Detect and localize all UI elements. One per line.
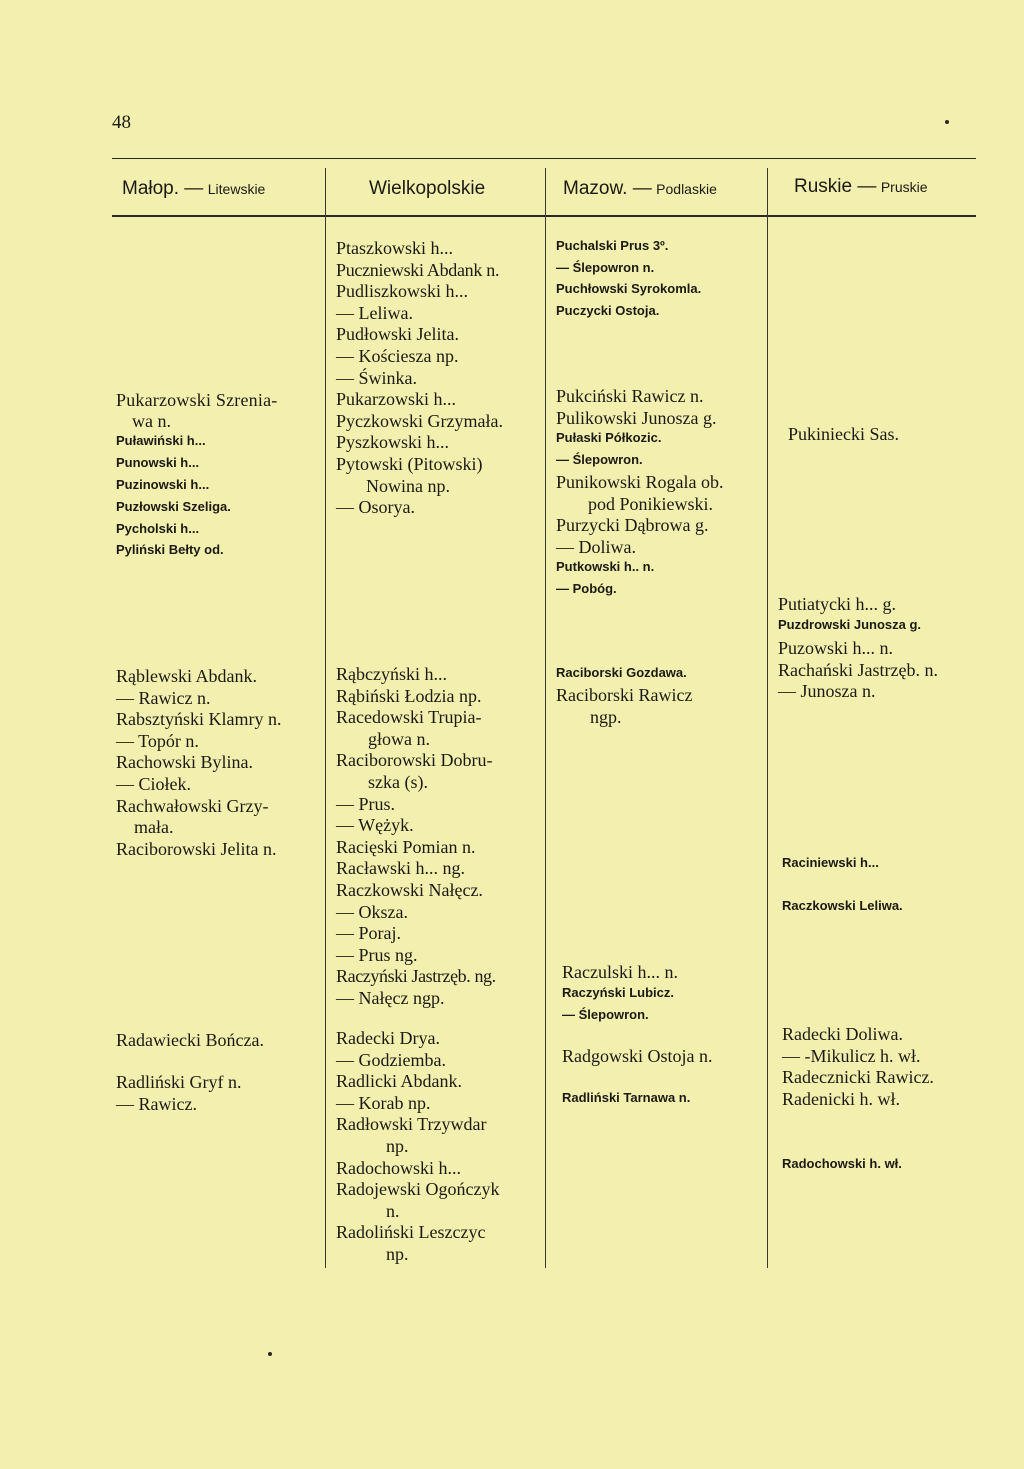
entry-line: — Osorya. — [336, 497, 415, 518]
entry-line: Radochowski h. wł. — [782, 1156, 902, 1171]
entry-line: Raciborski Rawicz — [556, 685, 693, 705]
entry-line: Radecki Drya. — [336, 1028, 440, 1048]
entry-line: Puzinowski h... — [116, 477, 210, 492]
entry-group — [556, 427, 662, 470]
entry-line: Raczyński Lubicz. — [562, 985, 674, 1000]
entry-group — [556, 1087, 690, 1109]
print-speck — [268, 1352, 272, 1356]
entry-line: Radoliński Leszczyc — [336, 1222, 486, 1243]
entry-group — [556, 962, 678, 984]
column-header-sub: Pruskie — [880, 179, 928, 195]
entry-line: Rabsztyński Klamry n. — [116, 709, 282, 730]
entry-line: Pytowski (Pitowski) — [336, 453, 483, 474]
entry-line: — Topór n. — [116, 730, 199, 751]
entry-line: — Ślepowron. — [556, 451, 643, 467]
entry-group — [556, 685, 692, 728]
entry-group — [778, 852, 879, 874]
entry-group — [556, 1046, 713, 1068]
entry-line: szka (s). — [368, 771, 428, 792]
column-header-malop — [122, 178, 265, 200]
entry-line: Racięski Pomian n. — [336, 836, 476, 857]
entry-line: Puchłowski Syrokomla. — [556, 281, 702, 296]
entry-line: Puczycki Ostoja. — [556, 302, 660, 318]
page-number: 48 — [112, 112, 131, 133]
print-speck — [945, 120, 949, 124]
entry-line: — Rawicz. — [116, 1093, 197, 1114]
entry-line: pod Ponikiewski. — [588, 493, 714, 514]
entry-line: — Leliwa. — [336, 302, 413, 323]
entry-line: Pyliński Bełty od. — [116, 542, 224, 557]
column-header-wielkopolskie — [369, 178, 485, 200]
entry-group — [336, 1028, 499, 1266]
entry-line: Racedowski Trupia- — [336, 707, 482, 728]
entry-line: Nowina np. — [366, 475, 450, 496]
entry-line: Rachowski Bylina. — [116, 752, 253, 773]
entry-line: Raciborski Gozdawa. — [556, 665, 687, 680]
entry-group — [556, 556, 654, 599]
entry-line: Radecznicki Rawicz. — [782, 1067, 934, 1088]
entry-line: mała. — [134, 817, 174, 838]
entry-line: wa n. — [132, 410, 171, 431]
entry-group — [778, 895, 903, 917]
entry-line: ngp. — [590, 706, 622, 727]
entry-line: Puzłowski Szeliga. — [116, 499, 231, 514]
entry-line: Radłowski Trzywdar — [336, 1114, 487, 1135]
entry-line: — Pobóg. — [556, 580, 617, 596]
entry-group — [778, 638, 938, 703]
entry-line: Punowski h... — [116, 455, 200, 470]
entry-line: np. — [386, 1135, 409, 1156]
entry-line: Rąbczyński h... — [336, 664, 447, 684]
entry-line: — Oksza. — [336, 901, 408, 922]
entry-line: Radenicki h. wł. — [782, 1088, 900, 1109]
entry-line: Pudliszkowski h... — [336, 281, 469, 302]
entry-group — [116, 539, 224, 561]
entry-line: Rachański Jastrzęb. n. — [778, 659, 938, 680]
entry-line: Rąbiński Łodzia np. — [336, 685, 482, 706]
entry-line: Raczyński Jastrzęb. ng. — [336, 966, 496, 987]
entry-line: Raciniewski h... — [782, 855, 879, 870]
entry-line: Pycholski h... — [116, 521, 200, 536]
entry-group — [778, 424, 899, 446]
entry-group — [556, 982, 674, 1025]
entry-group — [116, 666, 281, 860]
entry-group — [116, 1030, 264, 1052]
entry-line: — Nałęcz ngp. — [336, 987, 445, 1008]
entry-line: Raczkowski Leliwa. — [782, 898, 903, 913]
column-header-main: Wielkopolskie — [369, 178, 486, 199]
entry-line: n. — [386, 1200, 400, 1221]
entry-line: Raczulski h... n. — [562, 962, 678, 982]
entry-line: Raciborowski Jelita n. — [116, 838, 277, 859]
entry-line: Radecki Doliwa. — [782, 1024, 903, 1044]
entry-line: Pulikowski Junosza g. — [556, 407, 717, 428]
entry-line: Puczniewski Abdank n. — [336, 259, 500, 280]
entry-group — [778, 1153, 902, 1175]
column-header-sub: Litewskie — [207, 181, 266, 197]
header-top-rule — [112, 158, 976, 159]
entry-line: — Prus ng. — [336, 944, 418, 965]
entry-group — [556, 662, 687, 684]
entry-line: Pyszkowski h... — [336, 432, 450, 453]
entry-line: Radawiecki Bończa. — [116, 1030, 264, 1050]
entry-line: — Ciołek. — [116, 773, 191, 794]
entry-line: Racławski h... ng. — [336, 858, 465, 879]
entry-line: Radochowski h... — [336, 1157, 461, 1178]
entry-group — [556, 235, 701, 321]
column-divider — [545, 168, 546, 1268]
entry-group — [116, 390, 277, 431]
entry-line: Purzycki Dąbrowa g. — [556, 515, 709, 536]
column-header-main: Ruskie — — [794, 176, 877, 197]
entry-group — [778, 1024, 934, 1110]
entry-line: Punikowski Rogala ob. — [556, 472, 724, 492]
entry-line: — Wężyk. — [336, 815, 414, 836]
entry-line: — Rawicz n. — [116, 687, 211, 708]
entry-group — [336, 238, 503, 519]
entry-group — [116, 518, 199, 540]
entry-line: Radlicki Abdank. — [336, 1071, 462, 1092]
entry-line: Ptaszkowski h... — [336, 238, 453, 258]
entry-line: Pukiniecki Sas. — [788, 424, 899, 444]
entry-line: Puzdrowski Junosza g. — [778, 617, 922, 632]
entry-line: — Korab np. — [336, 1092, 431, 1113]
entry-group — [116, 1072, 242, 1115]
entry-line: Radgowski Ostoja n. — [562, 1046, 713, 1066]
entry-line: — Kościesza np. — [336, 345, 459, 366]
entry-group — [116, 452, 199, 474]
entry-group — [116, 474, 209, 496]
entry-line: — Świnka. — [336, 367, 417, 388]
entry-line: Puzowski h... n. — [778, 638, 894, 658]
entry-line: — Ślepowron n. — [556, 259, 655, 275]
column-divider — [767, 168, 768, 1268]
entry-line: Pukciński Rawicz n. — [556, 386, 704, 406]
entry-line: — Prus. — [336, 793, 396, 814]
entry-group — [116, 430, 206, 452]
entry-line: Pukarzowski h... — [336, 389, 456, 410]
entry-line: — Poraj. — [336, 923, 401, 944]
entry-line: Pyczkowski Grzymała. — [336, 410, 503, 431]
entry-group — [336, 664, 496, 1010]
entry-line: Pukarzowski Szrenia- — [116, 390, 278, 410]
column-header-main: Mazow. — — [563, 178, 652, 199]
entry-line: Pułaski Półkozic. — [556, 430, 662, 445]
entry-group — [116, 496, 231, 518]
entry-line: Rachwałowski Grzy- — [116, 795, 269, 816]
column-header-sub: Podlaskie — [656, 181, 717, 197]
column-header-ruskie — [794, 176, 928, 198]
entry-line: Radliński Gryf n. — [116, 1072, 242, 1092]
entry-line: Rąblewski Abdank. — [116, 666, 257, 686]
entry-line: Raciborowski Dobru- — [336, 750, 493, 771]
entry-line: Puławiński h... — [116, 433, 206, 448]
entry-line: np. — [386, 1243, 409, 1264]
entry-line: Putkowski h.. n. — [556, 559, 655, 574]
entry-group — [778, 614, 921, 636]
column-divider — [325, 168, 326, 1268]
column-header-main: Małop. — — [122, 178, 204, 199]
entry-line: — Godziemba. — [336, 1049, 446, 1070]
entry-line: — -Mikulicz h. wł. — [782, 1045, 921, 1066]
column-header-mazow — [563, 178, 717, 200]
entry-group — [556, 472, 724, 558]
entry-line: — Ślepowron. — [562, 1006, 649, 1022]
entry-line: Radliński Tarnawa n. — [562, 1090, 691, 1105]
entry-line: Raczkowski Nałęcz. — [336, 879, 483, 900]
entry-line: Putiatycki h... g. — [778, 594, 896, 614]
entry-line: Radojewski Ogończyk — [336, 1179, 500, 1200]
header-bottom-rule — [112, 215, 976, 217]
entry-line: — Junosza n. — [778, 681, 876, 702]
entry-line: Pudłowski Jelita. — [336, 324, 460, 345]
entry-line: Puchalski Prus 3º. — [556, 238, 669, 253]
entry-group — [778, 594, 896, 616]
entry-line: głowa n. — [368, 728, 430, 749]
entry-group — [556, 386, 717, 429]
entry-line: — Doliwa. — [556, 536, 636, 557]
